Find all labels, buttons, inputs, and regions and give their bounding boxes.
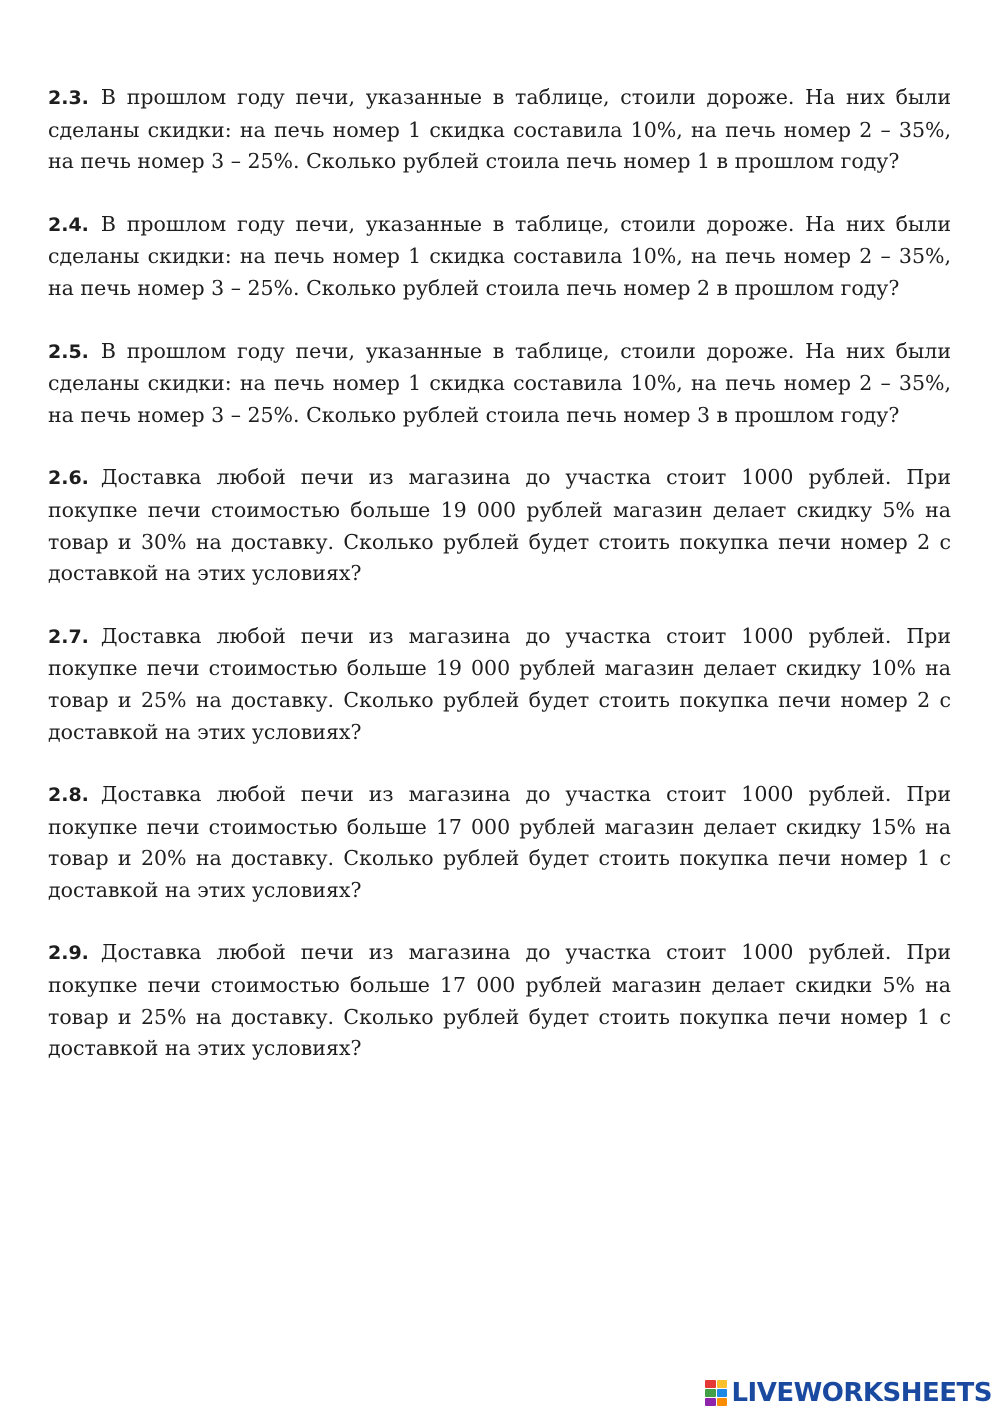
problem-2-7 [48, 621, 951, 748]
problem-text: Доставка любой печи из магазина до участка стоит 1000 рублей. При покупке печи стоимостью больше 17 000 рублей магазин делает скидку 15% на товар и 20% на доставку. Сколько рублей будет стоить покупка печи номер 1 с доставкой на этих условиях? [48, 782, 951, 902]
logo-mark-cell [705, 1380, 716, 1388]
problem-text: Доставка любой печи из магазина до участка стоит 1000 рублей. При покупке печи стоимостью больше 17 000 рублей магазин делает скидки 5% на товар и 25% на доставку. Сколько рублей будет стоить покупка печи номер 1 с доставкой на этих условиях? [48, 940, 951, 1061]
problem-number: 2.6. [48, 467, 89, 490]
problem-number: 2.9. [48, 942, 89, 965]
problem-text: В прошлом году печи, указанные в таблице, стоили дороже. На них были сделаны скидки: на печь номер 1 скидка составила 10%, на печь номер 2 – 35%, на печь номер 3 – 25%. Сколько рублей стоила печь номер 2 в прошлом году? [48, 211, 951, 300]
problem-2-9 [48, 937, 951, 1064]
problem-number: 2.7. [48, 625, 89, 648]
logo-mark-cell [717, 1389, 728, 1397]
problem-number: 2.5. [48, 340, 89, 363]
problem-2-4 [48, 209, 951, 305]
problem-number: 2.8. [48, 784, 89, 807]
problem-number: 2.4. [48, 213, 89, 236]
logo-text: LIVEWORKSHEETS [731, 1378, 992, 1408]
problem-2-3 [48, 82, 951, 178]
problem-text: В прошлом году печи, указанные в таблице, стоили дороже. На них были сделаны скидки: на печь номер 1 скидка составила 10%, на печь номер 2 – 35%, на печь номер 3 – 25%. Сколько рублей стоила печь номер 3 в прошлом году? [48, 338, 951, 427]
problem-text: Доставка любой печи из магазина до участка стоит 1000 рублей. При покупке печи стоимостью больше 19 000 рублей магазин делает скидку 5% на товар и 30% на доставку. Сколько рублей будет стоить покупка печи номер 2 с доставкой на этих условиях? [48, 465, 951, 586]
problem-number: 2.3. [48, 87, 89, 109]
logo-mark-cell [705, 1398, 716, 1406]
problem-text: Доставка любой печи из магазина до участка стоит 1000 рублей. При покупке печи стоимостью больше 19 000 рублей магазин делает скидку 10% на товар и 25% на доставку. Сколько рублей будет стоить покупка печи номер 2 с доставкой на этих условиях? [48, 623, 951, 744]
logo-mark-cell [717, 1398, 728, 1406]
logo-mark-cell [705, 1389, 716, 1397]
problem-2-8 [48, 779, 951, 906]
liveworksheets-logo[interactable] [705, 1378, 992, 1408]
logo-mark-cell [717, 1380, 728, 1388]
worksheet-page [48, 82, 951, 1096]
problem-text: В прошлом году печи, указанные в таблице, стоили дороже. На них были сделаны скидки: на печь номер 1 скидка составила 10%, на печь номер 2 – 35%, на печь номер 3 – 25%. Сколько рублей стоила печь номер 1 в прошлом году? [48, 85, 951, 174]
liveworksheets-logo-icon [705, 1380, 727, 1406]
problem-2-5 [48, 336, 951, 432]
problem-2-6 [48, 462, 951, 589]
